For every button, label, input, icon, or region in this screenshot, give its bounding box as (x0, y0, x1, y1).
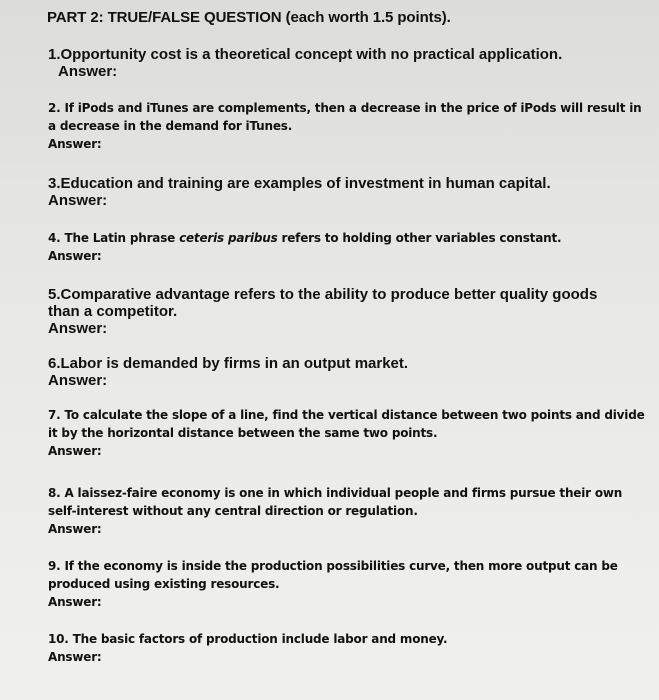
question-2-text: 2. If iPods and iTunes are complements, then a decrease in the price of iPods will result in a decrease in the demand for iTunes. (48, 101, 642, 133)
question-5 (48, 286, 648, 337)
question-6-answer-label: Answer: (48, 372, 108, 389)
question-5-answer-label: Answer: (48, 320, 108, 337)
question-1-text: 1.Opportunity cost is a theoretical concept with no practical application. (48, 46, 563, 63)
question-3-text: 3.Education and training are examples of investment in human capital. (48, 175, 551, 192)
question-4-text-start: 4. The Latin phrase (48, 231, 180, 245)
question-1 (48, 46, 648, 80)
question-9-text: 9. If the economy is inside the production possibilities curve, then more output can be produced using existing resources. (48, 559, 618, 591)
question-4-answer-label: Answer: (48, 249, 102, 263)
question-8-answer-label: Answer: (48, 522, 102, 536)
question-5-text: 5.Comparative advantage refers to the ability to produce better quality goods than a competitor. (48, 286, 598, 320)
question-4-latin-phrase: ceteris paribus (179, 231, 278, 245)
question-4 (48, 229, 648, 265)
question-2 (48, 99, 648, 153)
question-2-answer-label: Answer: (48, 137, 102, 151)
question-4-text (48, 229, 648, 247)
question-1-answer-label: Answer: (58, 63, 118, 80)
question-8-text: 8. A laissez-faire economy is one in which individual people and firms pursue their own self-interest without any central direction or regulation. (48, 486, 623, 518)
question-6 (48, 355, 648, 389)
question-10 (48, 630, 648, 666)
question-9-answer-label: Answer: (48, 595, 102, 609)
question-3-answer-label: Answer: (48, 192, 108, 209)
question-7-answer-label: Answer: (48, 444, 102, 458)
question-9 (48, 557, 648, 611)
question-4-text-end: refers to holding other variables constant. (277, 231, 562, 245)
question-7 (48, 406, 648, 460)
question-10-text: 10. The basic factors of production include labor and money. (48, 632, 448, 646)
question-10-answer-label: Answer: (48, 650, 102, 664)
question-8 (48, 484, 648, 538)
question-6-text: 6.Labor is demanded by firms in an output market. (48, 355, 409, 372)
question-7-text: 7. To calculate the slope of a line, find the vertical distance between two points and divide it by the horizontal distance between the same two points. (48, 408, 645, 440)
question-3 (48, 175, 648, 209)
page-title: PART 2: TRUE/FALSE QUESTION (each worth 1.5 points). (47, 9, 451, 26)
